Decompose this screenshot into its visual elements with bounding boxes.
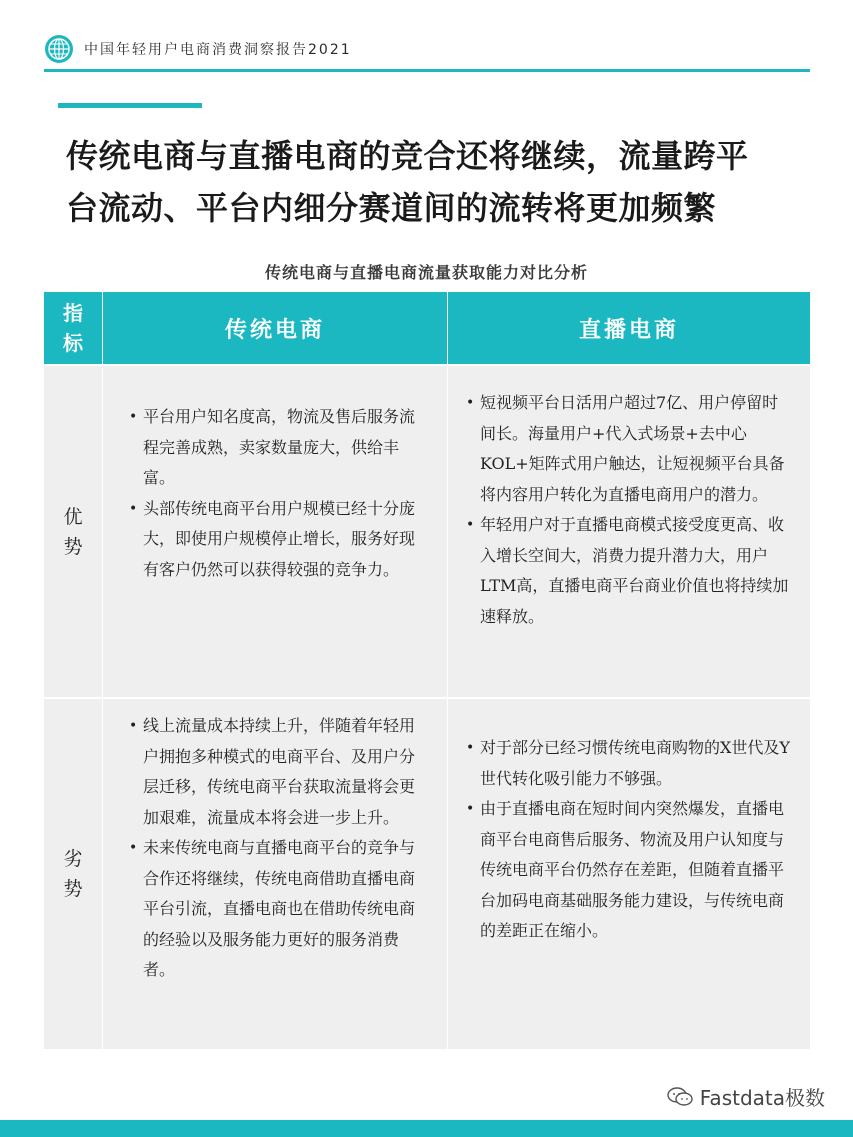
footer-bar: [0, 1120, 853, 1137]
table-caption: 传统电商与直播电商流量获取能力对比分析: [264, 263, 588, 282]
page-title: [66, 130, 826, 234]
globe-icon: [44, 34, 74, 64]
page-title-line-1: 传统电商与直播电商的竞合还将继续，流量跨平: [66, 137, 749, 175]
report-series-title: 中国年轻用户电商消费洞察报告2021: [84, 42, 352, 58]
row-label-advantage: 优势: [44, 366, 102, 697]
cell-traditional-disadvantage: [103, 699, 447, 1049]
list-item: • 对于部分已经习惯传统电商购物的X世代及Y世代转化吸引能力不够强。: [466, 733, 792, 794]
watermark: [666, 1082, 825, 1111]
cell-live-disadvantage: [448, 699, 810, 1049]
report-header: [44, 32, 810, 72]
watermark-text: Fastdata极数: [699, 1086, 825, 1110]
list-item: • 未来传统电商与直播电商平台的竞争与合作还将继续，传统电商借助直播电商平台引流，直播电商也在借助传统电商的经验以及服务能力更好的服务消费者。: [129, 833, 429, 986]
header-cell-live: 直播电商: [448, 292, 810, 364]
list-item: • 平台用户知名度高，物流及售后服务流程完善成熟，卖家数量庞大，供给丰富。: [129, 402, 429, 494]
list-item: • 短视频平台日活用户超过7亿、用户停留时间长。海量用户+代入式场景+去中心KOL+矩阵式用户触达，让短视频平台具备将内容用户转化为直播电商用户的潜力。: [466, 388, 792, 510]
header-cell-indicator: 指标: [44, 292, 102, 364]
cell-traditional-advantage: [103, 366, 447, 697]
header-cell-traditional: 传统电商: [103, 292, 447, 364]
page-title-line-2: 台流动、平台内细分赛道间的流转将更加频繁: [66, 189, 717, 227]
wechat-icon: [666, 1086, 694, 1108]
header-divider: [44, 69, 810, 72]
list-item: • 线上流量成本持续上升，伴随着年轻用户拥抱多种模式的电商平台、及用户分层迁移，传统电商平台获取流量将会更加艰难，流量成本将会进一步上升。: [129, 711, 429, 833]
comparison-table: [44, 292, 810, 1050]
title-accent-bar: [58, 103, 202, 108]
row-label-disadvantage: 劣势: [44, 699, 102, 1049]
list-item: • 年轻用户对于直播电商模式接受度更高、收入增长空间大，消费力提升潜力大，用户LTM高，直播电商平台商业价值也将持续加速释放。: [466, 510, 792, 632]
cell-live-advantage: [448, 366, 810, 697]
list-item: • 由于直播电商在短时间内突然爆发，直播电商平台电商售后服务、物流及用户认知度与传统电商平台仍然存在差距，但随着直播平台加码电商基础服务能力建设，与传统电商的差距正在缩小。: [466, 794, 792, 947]
list-item: • 头部传统电商平台用户规模已经十分庞大，即使用户规模停止增长，服务好现有客户仍然可以获得较强的竞争力。: [129, 494, 429, 586]
